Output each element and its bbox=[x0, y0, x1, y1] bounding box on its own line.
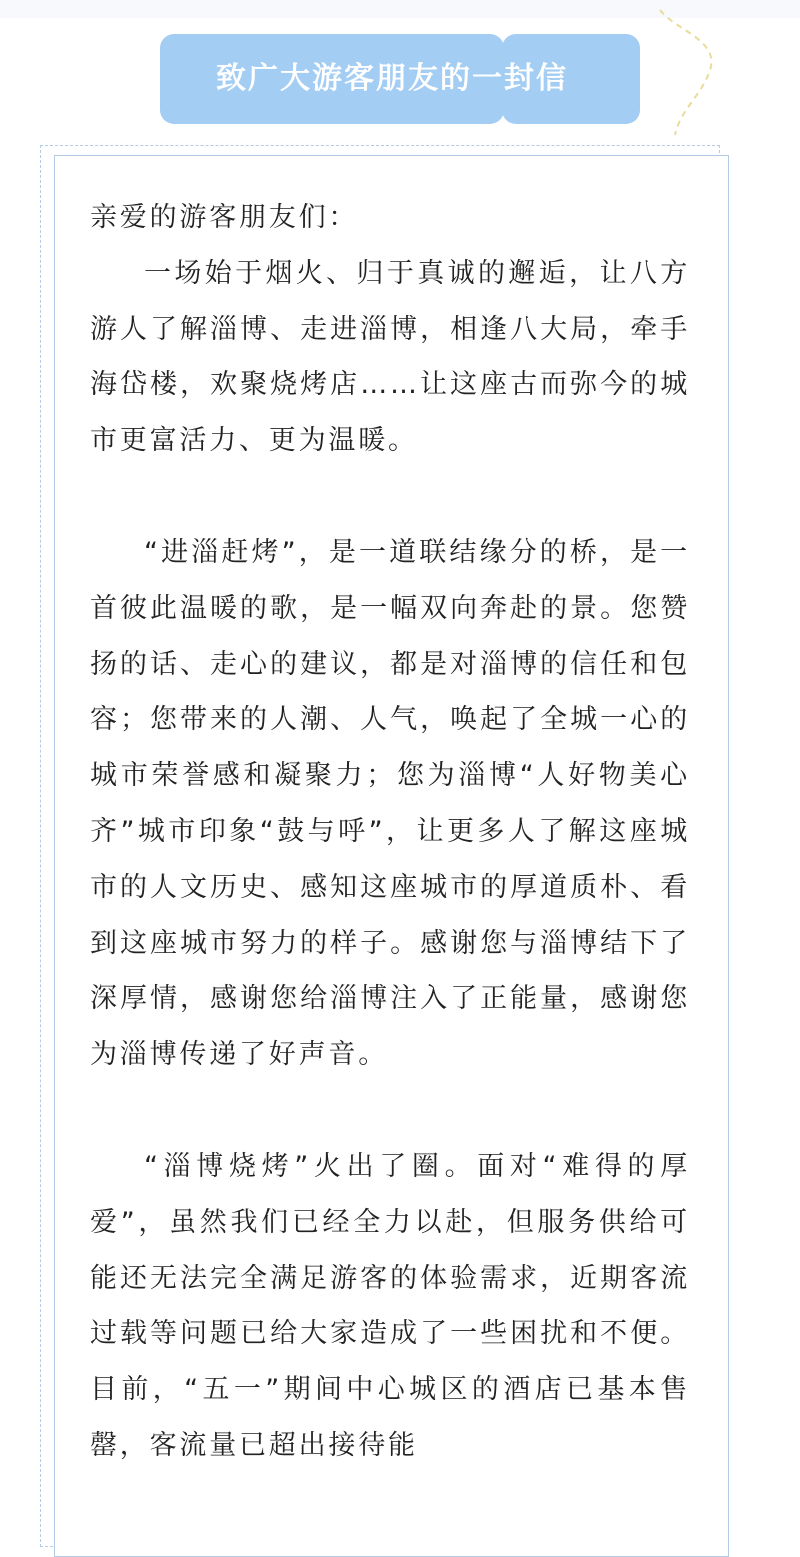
page-title: 致广大游客朋友的一封信 bbox=[216, 61, 568, 96]
letter-salutation: 亲爱的游客朋友们： bbox=[90, 202, 359, 233]
letter-body bbox=[90, 190, 690, 1474]
letter-paragraph-1: 一场始于烟火、归于真诚的邂逅，让八方游人了解淄博、走进淄博，相逢八大局，牵手海岱楼，欢聚烧烤店……让这座古而弥今的城市更富活力、更为温暖。 bbox=[90, 257, 690, 457]
decorative-curve bbox=[640, 0, 740, 140]
paragraph-spacer bbox=[90, 1083, 690, 1139]
title-banner bbox=[160, 34, 640, 124]
letter-paragraph-2: “进淄赶烤”，是一道联结缘分的桥，是一首彼此温暖的歌，是一幅双向奔赴的景。您赞扬的话、走心的建议，都是对淄博的信任和包容；您带来的人潮、人气，唤起了全城一心的城市荣誉感和凝聚力；您为淄博“人好物美心齐”城市印象“鼓与呼”，让更多人了解这座城市的人文历史、感知这座城市的厚道质朴、看到这座城市努力的样子。感谢您与淄博结下了深厚情，感谢您给淄博注入了正能量，感谢您为淄博传递了好声音。 bbox=[90, 536, 690, 1071]
paragraph-spacer bbox=[90, 469, 690, 525]
letter-paragraph-3: “淄博烧烤”火出了圈。面对“难得的厚爱”，虽然我们已经全力以赴，但服务供给可能还无法完全满足游客的体验需求，近期客流过载等问题已给大家造成了一些困扰和不便。目前，“五一”期间中心城区的酒店已基本售罄，客流量已超出接待能 bbox=[90, 1150, 690, 1461]
